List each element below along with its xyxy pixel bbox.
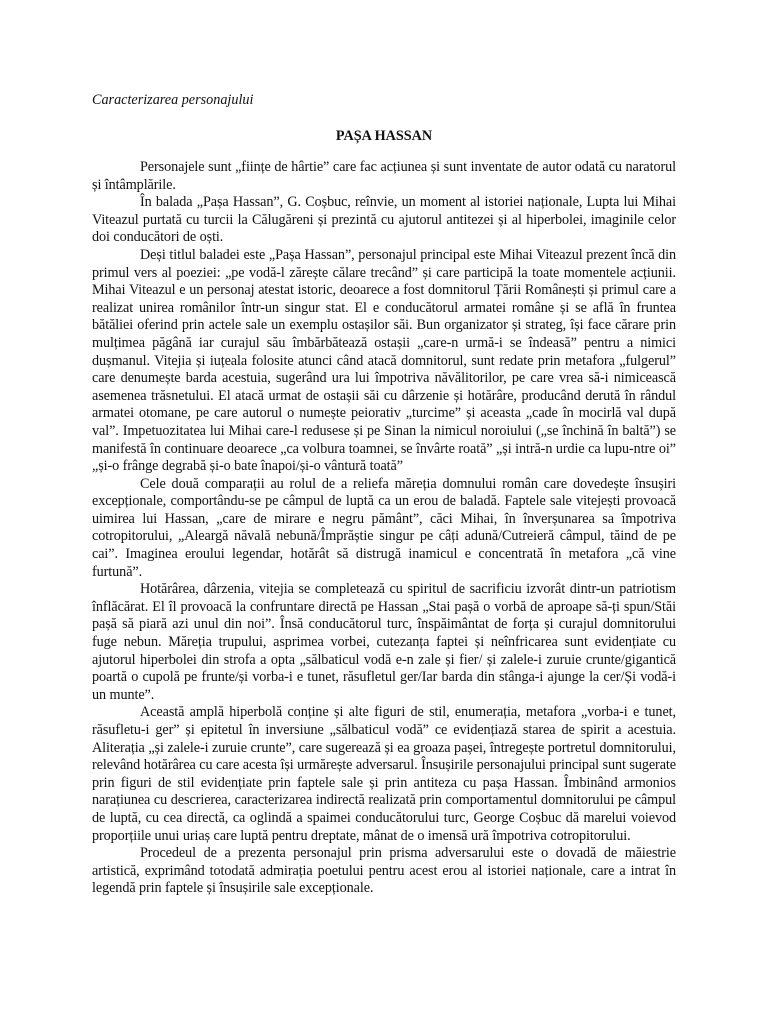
paragraph-6: Această amplă hiperbolă conține și alte figuri de stil, enumerația, metafora „vorba-i e tunet, răsufletu-i ger” și epitetul în inversiune „sălbaticul vodă” ce evidențiază starea de spirit a acestuia. Aliterația „și zalele-i zuruie crunte”, care sugerează și ea groaza pașei, întregește portretul domnitorului, relevând hotărârea cu care acesta își urmărește adversarul. Însușirile personajului principal sunt sugerate prin figuri de stil evidențiate prin faptele sale și prin antiteza cu pașa Hassan. Îmbinând armonios narațiunea cu descrierea, caracterizarea indirectă realizată prin comportamentul domnitorului pe câmpul de luptă, cu cea directă, ca oglindă a spaimei conducătorului turc, George Coșbuc dă marelui voievod proporțiile unui uriaș care luptă pentru dreptate, mânat de o imensă ură împotriva cotropitorului. bbox=[92, 704, 676, 844]
paragraph-1: Personajele sunt „ființe de hârtie” care fac acțiunea și sunt inventate de autor odată cu naratorul și întâmplările. bbox=[92, 159, 676, 193]
document-heading: Caracterizarea personajului bbox=[92, 92, 254, 108]
paragraph-4: Cele două comparații au rolul de a reliefa măreția domnului român care dovedește însușiri excepționale, comportându-se pe câmpul de luptă ca un erou de baladă. Faptele sale vitejești provoacă uimirea lui Hassan, „care de mirare e negru pământ”, căci Mihai, în înverșunarea sa împotriva cotropitorului, „Aleargă năvală nebună/Împrăștie singur pe câți adună/Cutreieră câmpul, tăind de pe cai”. Imaginea eroului legendar, hotărât să distrugă inamicul e concentrată în metafora „că vine furtună”. bbox=[92, 475, 676, 580]
paragraph-7: Procedeul de a prezenta personajul prin prisma adversarului este o dovadă de măiestrie artistică, exprimând totodată admirația poetului pentru acest erou al istoriei naționale, care a intrat în legendă prin faptele și însușirile sale excepționale. bbox=[92, 845, 676, 897]
paragraph-3: Deși titlul baladei este „Pașa Hassan”, personajul principal este Mihai Viteazul prezent încă din primul vers al poeziei: „pe vodă-l zărește călare trecând” și care participă la toate momentele acțiunii. Mihai Viteazul e un personaj atestat istoric, deoarece a fost domnitorul Țării Românești și primul care a realizat unirea românilor într-un singur stat. El e conducătorul armatei române și se află în fruntea bătăliei oferind prin actele sale un exemplu ostașilor săi. Bun organizator și strateg, își face cărare prin mulțimea păgână iar curajul său îmbărbătează ostașii „care-n urmă-i se îndeasă” pentru a nimici dușmanul. Vitejia și iuțeala folosite atunci când atacă domnitorul, sunt redate prin metafora „fulgerul” care denumește barda acestuia, sugerând ura lui împotriva năvălitorilor, pe care vrea să-i nimicească asemenea trăsnetului. El atacă urmat de ostașii săi cu dârzenie și hotărâre, producând derută în rândul armatei otomane, pe care autorul o numește peiorativ „turcime” și aceasta „cade în mocirlă val după val”. Impetuozitatea lui Mihai care-l redusese și pe Sinan la nimicul noroiului („se închină în baltă”) se manifestă în continuare deoarece „ca volbura toamnei, se învârte roată” „și intră-n urdie ca lupu-ntre oi” „și-o frânge degrabă și-o bate înapoi/și-o vântură toată” bbox=[92, 246, 676, 475]
paragraph-2: În balada „Pașa Hassan”, G. Coșbuc, reînvie, un moment al istoriei naționale, Lupta lui Mihai Viteazul purtată cu turcii la Călugăreni și prezintă cu ajutorul antitezei și al hiperbolei, imaginile celor doi conducători de oști. bbox=[92, 194, 676, 246]
document-body bbox=[92, 159, 676, 898]
document-title: PAȘA HASSAN bbox=[335, 128, 433, 144]
paragraph-5: Hotărârea, dârzenia, vitejia se completează cu spiritul de sacrificiu izvorât dintr-un patriotism înflăcărat. El îl provoacă la confruntare directă pe Hassan „Stai pașă o vorbă de aproape să-ți spun/Stăi pașă să piară azi unul din noi”. Însă conducătorul turc, înspăimântat de forța și curajul domnitorului fuge nebun. Măreția trupului, asprimea vorbei, cutezanța faptei și neînfricarea sunt evidențiate cu ajutorul hiperbolei din strofa a opta „sălbaticul vodă e-n zale și fier/ și zalele-i zuruie crunte/gigantică poartă o cupolă pe frunte/și vorba-i e tunet, răsufletul ger/Iar barda din stânga-i ajunge la cer/Și vodă-i un munte”. bbox=[92, 581, 676, 703]
